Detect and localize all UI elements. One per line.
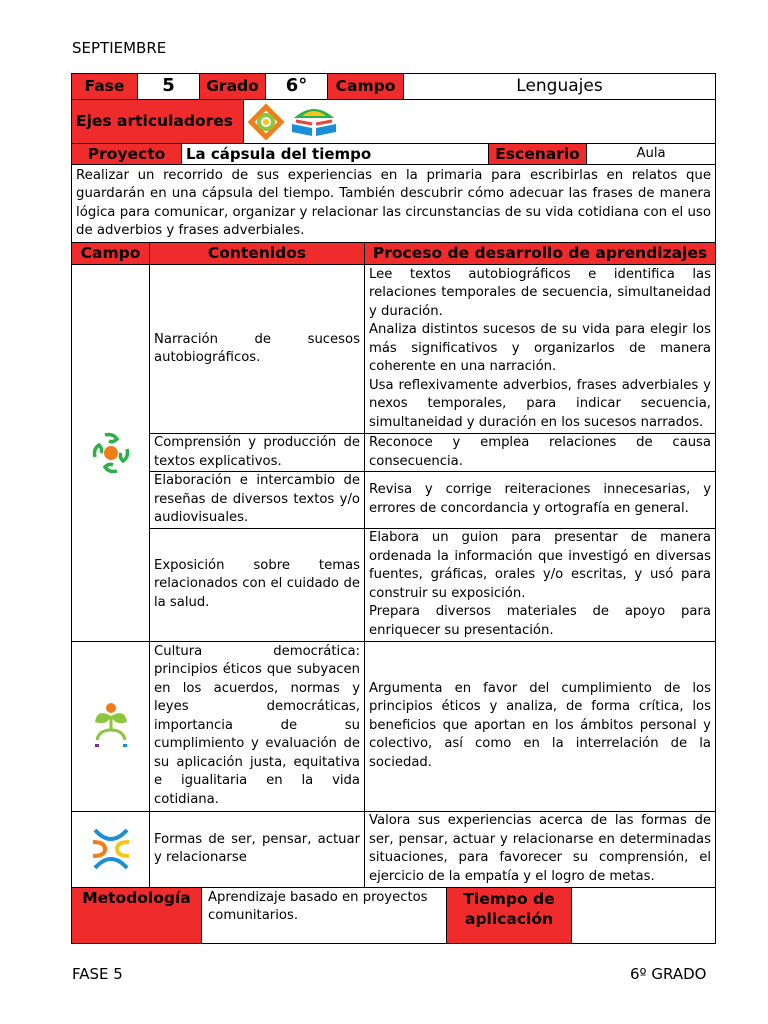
proceso-text: Revisa y corrige reiteraciones innecesarias, y errores de concordancia y ortografía en general. bbox=[369, 482, 711, 516]
contenido-text: Elaboración e intercambio de reseñas de diversos textos y/o audiovisuales. bbox=[154, 473, 360, 526]
fase-value: 5 bbox=[138, 74, 200, 100]
table-row bbox=[72, 641, 716, 811]
proceso-cell bbox=[365, 811, 716, 887]
proyecto-label: Proyecto bbox=[72, 144, 182, 165]
metodologia-value: Aprendizaje basado en proyectos comunitarios. bbox=[202, 887, 447, 943]
proyecto-name: La cápsula del tiempo bbox=[182, 144, 489, 165]
contents-table bbox=[71, 242, 716, 888]
lenguajes-campo-icon bbox=[91, 431, 131, 475]
proceso-text: Elabora un guion para presentar de manera ordenada la información que investigó en diversas fuentes, gráficas, orales y/o escritas, y usó para construir su exposición. Prepara diversos materiales de apoyo para enriquecer su presentación. bbox=[369, 530, 711, 638]
proceso-cell bbox=[365, 434, 716, 472]
lectura-escritura-icon bbox=[288, 104, 340, 140]
escenario-value: Aula bbox=[587, 144, 716, 165]
tiempo-label: Tiempo de aplicación bbox=[447, 887, 572, 943]
ejes-icons bbox=[244, 100, 716, 144]
table-row bbox=[72, 265, 716, 434]
project-description: Realizar un recorrido de sus experiencias en la primaria para escribirlas en relatos que guardarán en una cápsula del tiempo. También descubrir cómo adecuar las frases de manera lógica para comunicar, organizar y relacionar las circunstancias de su vida cotidiana con el uso de adverbios y frases adverbiales. bbox=[72, 165, 716, 243]
column-header-proceso: Proceso de desarrollo de aprendizajes bbox=[365, 243, 716, 265]
page-header-month: SEPTIEMBRE bbox=[72, 39, 167, 57]
description-table bbox=[71, 164, 716, 243]
campo-value: Lenguajes bbox=[404, 74, 716, 100]
contenido-cell bbox=[150, 265, 365, 434]
campo-lenguajes-cell bbox=[72, 265, 150, 642]
proyecto-table bbox=[71, 143, 716, 165]
footer-fase: FASE 5 bbox=[72, 965, 123, 983]
planning-sheet bbox=[71, 73, 716, 944]
contenido-text: Formas de ser, pensar, actuar y relacionarse bbox=[154, 831, 360, 866]
ejes-label: Ejes articuladores bbox=[72, 100, 244, 144]
contenido-text: Cultura democrática: principios éticos que subyacen en los acuerdos, normas y leyes democráticas, importancia de su cumplimiento y evaluación de su aplicación justa, equitativa e igualitaria en la vida cotidiana. bbox=[154, 643, 360, 807]
column-header-contenidos: Contenidos bbox=[150, 243, 365, 265]
proceso-cell bbox=[365, 528, 716, 641]
campo-label: Campo bbox=[328, 74, 404, 100]
table-row bbox=[72, 528, 716, 641]
proceso-cell bbox=[365, 641, 716, 811]
escenario-label: Escenario bbox=[489, 144, 587, 165]
column-header-campo: Campo bbox=[72, 243, 150, 265]
proceso-text: Valora sus experiencias acerca de las formas de ser, pensar, actuar y relacionarse en determinadas situaciones, para favorecer su comprensión, el ejercicio de la empatía y el logro de metas. bbox=[369, 813, 711, 884]
contenido-cell bbox=[150, 472, 365, 529]
proceso-cell bbox=[365, 472, 716, 529]
grado-value: 6° bbox=[266, 74, 328, 100]
fase-label: Fase bbox=[72, 74, 138, 100]
metodologia-table bbox=[71, 887, 716, 944]
contenido-text: Narración de sucesos autobiográficos. bbox=[154, 331, 360, 366]
grado-label: Grado bbox=[200, 74, 266, 100]
contenido-cell bbox=[150, 528, 365, 641]
footer-grado: 6º GRADO bbox=[630, 965, 707, 983]
contenido-cell bbox=[150, 641, 365, 811]
humano-comunitario-icon bbox=[89, 826, 133, 872]
etica-campo-icon bbox=[89, 700, 133, 752]
contenido-cell bbox=[150, 434, 365, 472]
ejes-table bbox=[71, 99, 716, 144]
contenido-cell bbox=[150, 811, 365, 887]
table-row bbox=[72, 434, 716, 472]
tiempo-value bbox=[572, 887, 716, 943]
proceso-cell bbox=[365, 265, 716, 434]
campo-humano-cell bbox=[72, 811, 150, 887]
contenido-text: Comprensión y producción de textos explicativos. bbox=[154, 435, 360, 469]
inclusion-icon bbox=[248, 104, 284, 140]
table-row bbox=[72, 472, 716, 529]
proceso-text: Reconoce y emplea relaciones de causa consecuencia. bbox=[369, 435, 711, 469]
proceso-text: Argumenta en favor del cumplimiento de los principios éticos y analiza, de forma crítica, los beneficios que aportan en los ámbitos personal y colectivo, así como en la interrelación de la sociedad. bbox=[369, 680, 711, 770]
proceso-text: Lee textos autobiográficos e identifica las relaciones temporales de secuencia, simultaneidad y duración. Analiza distintos sucesos de su vida para elegir los más significativos y organizarlos de manera coherente en una narración. Usa reflexivamente adverbios, frases adverbiales y nexos temporales, para indicar secuencia, simultaneidad y duración en los sucesos narrados. bbox=[369, 266, 711, 430]
metodologia-label: Metodología bbox=[72, 887, 202, 943]
campo-etica-cell bbox=[72, 641, 150, 811]
contenido-text: Exposición sobre temas relacionados con el cuidado de la salud. bbox=[154, 557, 360, 610]
top-info-table bbox=[71, 73, 716, 100]
table-row bbox=[72, 811, 716, 887]
